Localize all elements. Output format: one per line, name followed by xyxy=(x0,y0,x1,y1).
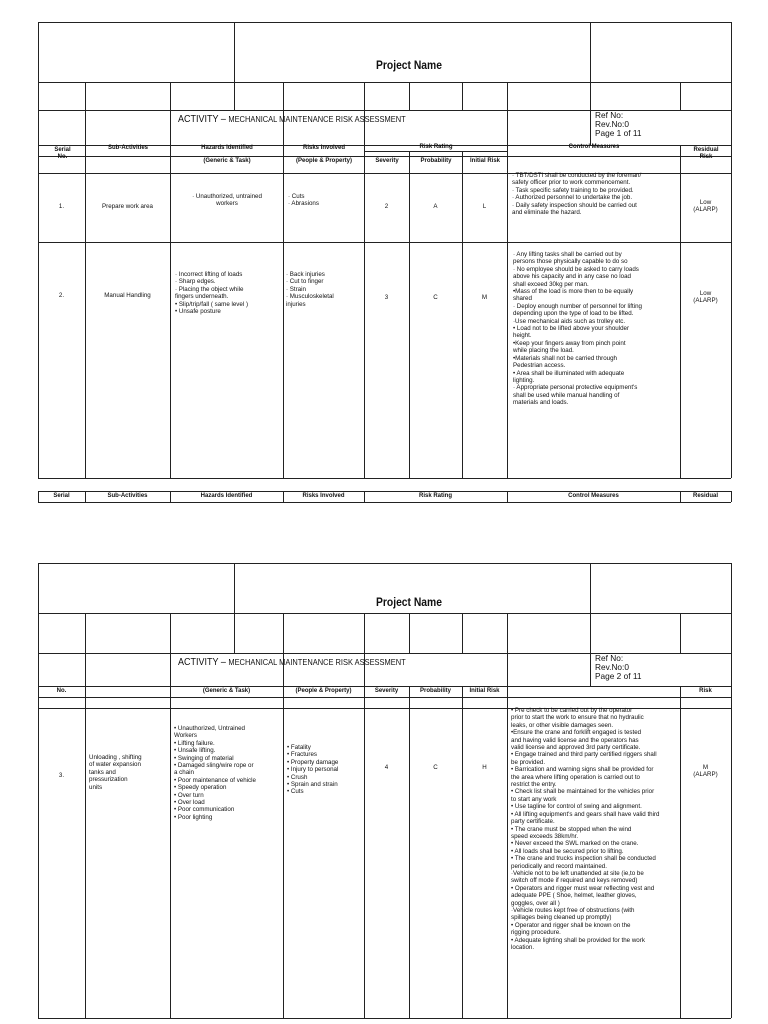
header-risks-sub: (People & Property) xyxy=(295,158,352,164)
header-residual: Residual Risk xyxy=(693,147,719,160)
row-residual: M (ALARP) xyxy=(693,764,718,779)
project-name-title: Project Name xyxy=(376,58,442,72)
row-hazards: • Unauthorized, Untrained Workers • Lifting failure. • Unsafe lifting. • Swinging of material • Damaged sling/wire rope or a chain • Poor maintenance of vehicle • Speedy operation • Over turn • Over load • Poor communication • Poor lighting xyxy=(174,725,256,821)
header-risk-rating: Risk Rating xyxy=(419,144,453,150)
header-sub-activities: Sub-Activities xyxy=(107,145,148,151)
row-sub-activity: Prepare work area xyxy=(102,203,153,210)
row-residual: Low (ALARP) xyxy=(693,199,718,214)
row-probability: C xyxy=(433,764,438,771)
row-initial-risk: H xyxy=(482,764,487,771)
activity-title xyxy=(178,114,406,125)
row-risks: · Cuts · Abrasions xyxy=(288,193,319,208)
header-control: Control Measures xyxy=(568,144,620,150)
row-severity: 2 xyxy=(384,203,389,210)
row-initial-risk: M xyxy=(481,294,488,301)
row-risks: • Fatality • Fractures • Property damage • Injury to personal • Crush • Sprain and strain • Cuts xyxy=(287,744,339,796)
row-controls: • Pre check to be carried out by the operator prior to start the work to ensure that no hydraulic leaks, or other visible damages seen. •Ensure the crane and forklift engaged is tested and having valid license and the operators has valid license and approved 3rd party certificate. • Engage trained and third party certified riggers shall be provided. • Barrication and warning signs shall be provided for the area where lifting operation is carried out to restrict the entry. • Check list shall be maintained for the vehicles prior to start any work • Use tagline for control of swing and alignment. • All lifting equipment's and gears shall have valid third party certificate. • The crane must be stopped when the wind speed exceeds 38km/hr. • Never exceed the SWL marked on the crane. • All loads shall be secured prior to lifting. • The crane and trucks inspection shall be conducted periodically and record maintained. ·Vehicle not to be left unattended at site (ie,to be switch off mode if required and keys removed) • Operators and rigger must wear reflecting vest and adequate PPE ( Shoe, helmet, leather gloves, goggles, over all ) ·Vehicle routes kept free of obstructions (with spillages being cleaned up promptly) • Operator and rigger shall be known on the rigging procedure. • Adequate lighting shall be provided for the work location. xyxy=(511,707,660,951)
header-severity: Severity xyxy=(375,158,399,164)
row-risks: · Back injuries · Cut to finger · Strain · Musculoskeletal injuries xyxy=(286,271,334,308)
row-severity: 3 xyxy=(384,294,389,301)
header-severity-2: Severity xyxy=(374,688,399,694)
ref-block: Ref No: Rev.No:0 Page 1 of 11 xyxy=(595,110,642,139)
project-name-title-2: Project Name xyxy=(376,595,442,609)
row-probability: C xyxy=(433,294,438,301)
header-initial-risk: Initial Risk xyxy=(469,158,500,164)
header-probability: Probability xyxy=(420,158,452,164)
repeat-header-control: Control Measures xyxy=(568,493,619,499)
repeat-header-serial: Serial xyxy=(53,493,70,499)
header-risk-2: Risk xyxy=(699,688,712,694)
header-risks: Risks Involved xyxy=(302,145,346,151)
row-controls: · Any lifting tasks shall be carried out by persons those physically capable to do so · No employee should be asked to carry loads above his capacity and in any case no load shall exceed 30kg per man. •Mass of the load is more then to be equally shared · Deploy enough number of personnel for lifting depending upon the type of load to be lifted. ·Use mechanical aids such as trolley etc. • Load not to be lifted above your shoulder height. •Keep your fingers away from pinch point while placing the load. •Materials shall not be carried through Pedestrian access. • Area shall be illuminated with adequate lighting. · Appropriate personal protective equipment's shall be used while manual handling of materials and loads. xyxy=(513,251,642,407)
row-initial-risk: L xyxy=(482,203,487,210)
activity-name-2: MECHANICAL MAINTENANCE RISK ASSESSMENT xyxy=(228,657,406,667)
row-severity: 4 xyxy=(384,764,389,771)
row-controls: · TBT/DSTI shall be conducted by the foreman/ safety officer prior to work commencement. · Task specific safety training to be provided. · Authorized personnel to undertake the job. · Daily safety inspection should be carried out and eliminate the hazard. xyxy=(512,172,642,217)
ref-block-2: Ref No: Rev.No:0 Page 2 of 11 xyxy=(595,653,642,682)
row-hazards: · Incorrect lifting of loads · Sharp edges. · Placing the object while fingers underneath. • Slip/trip/fall ( same level ) • Unsafe posture xyxy=(175,271,248,316)
repeat-header-hazards: Hazards Identified xyxy=(200,493,253,499)
header-no: No. xyxy=(56,688,67,694)
header-hazards-sub: (Generic & Task) xyxy=(203,158,251,164)
repeat-header-risk-rating: Risk Rating xyxy=(418,493,452,499)
activity-label-2: ACTIVITY – xyxy=(178,657,229,668)
header-initial-risk-2: Initial Risk xyxy=(469,688,500,694)
row-serial: 3. xyxy=(58,772,65,779)
repeat-header-sub-activities: Sub-Activities xyxy=(107,493,148,499)
row-serial: 2. xyxy=(58,292,65,299)
row-sub-activity: Unloading , shifting of water expansion tanks and pressurization units xyxy=(89,754,142,791)
header-serial: Serial No. xyxy=(54,147,71,160)
header-hazards: Hazards Identified xyxy=(201,145,253,151)
activity-title-2 xyxy=(178,657,406,668)
activity-label: ACTIVITY – xyxy=(178,114,229,125)
header-probability-2: Probability xyxy=(419,688,451,694)
row-serial: 1. xyxy=(58,203,65,210)
activity-name: MECHANICAL MAINTENANCE RISK ASSESSMENT xyxy=(228,114,406,124)
header-risks-sub-2: (People & Property) xyxy=(295,688,352,694)
repeat-header-residual: Residual xyxy=(692,493,718,499)
row-residual: Low (ALARP) xyxy=(693,290,718,305)
row-sub-activity: Manual Handling xyxy=(104,292,151,299)
row-hazards: · Unauthorized, untrained workers xyxy=(192,193,262,208)
repeat-header-risks: Risks Involved xyxy=(302,493,345,499)
header-hazards-sub-2: (Generic & Task) xyxy=(202,688,251,694)
row-probability: A xyxy=(433,203,438,210)
